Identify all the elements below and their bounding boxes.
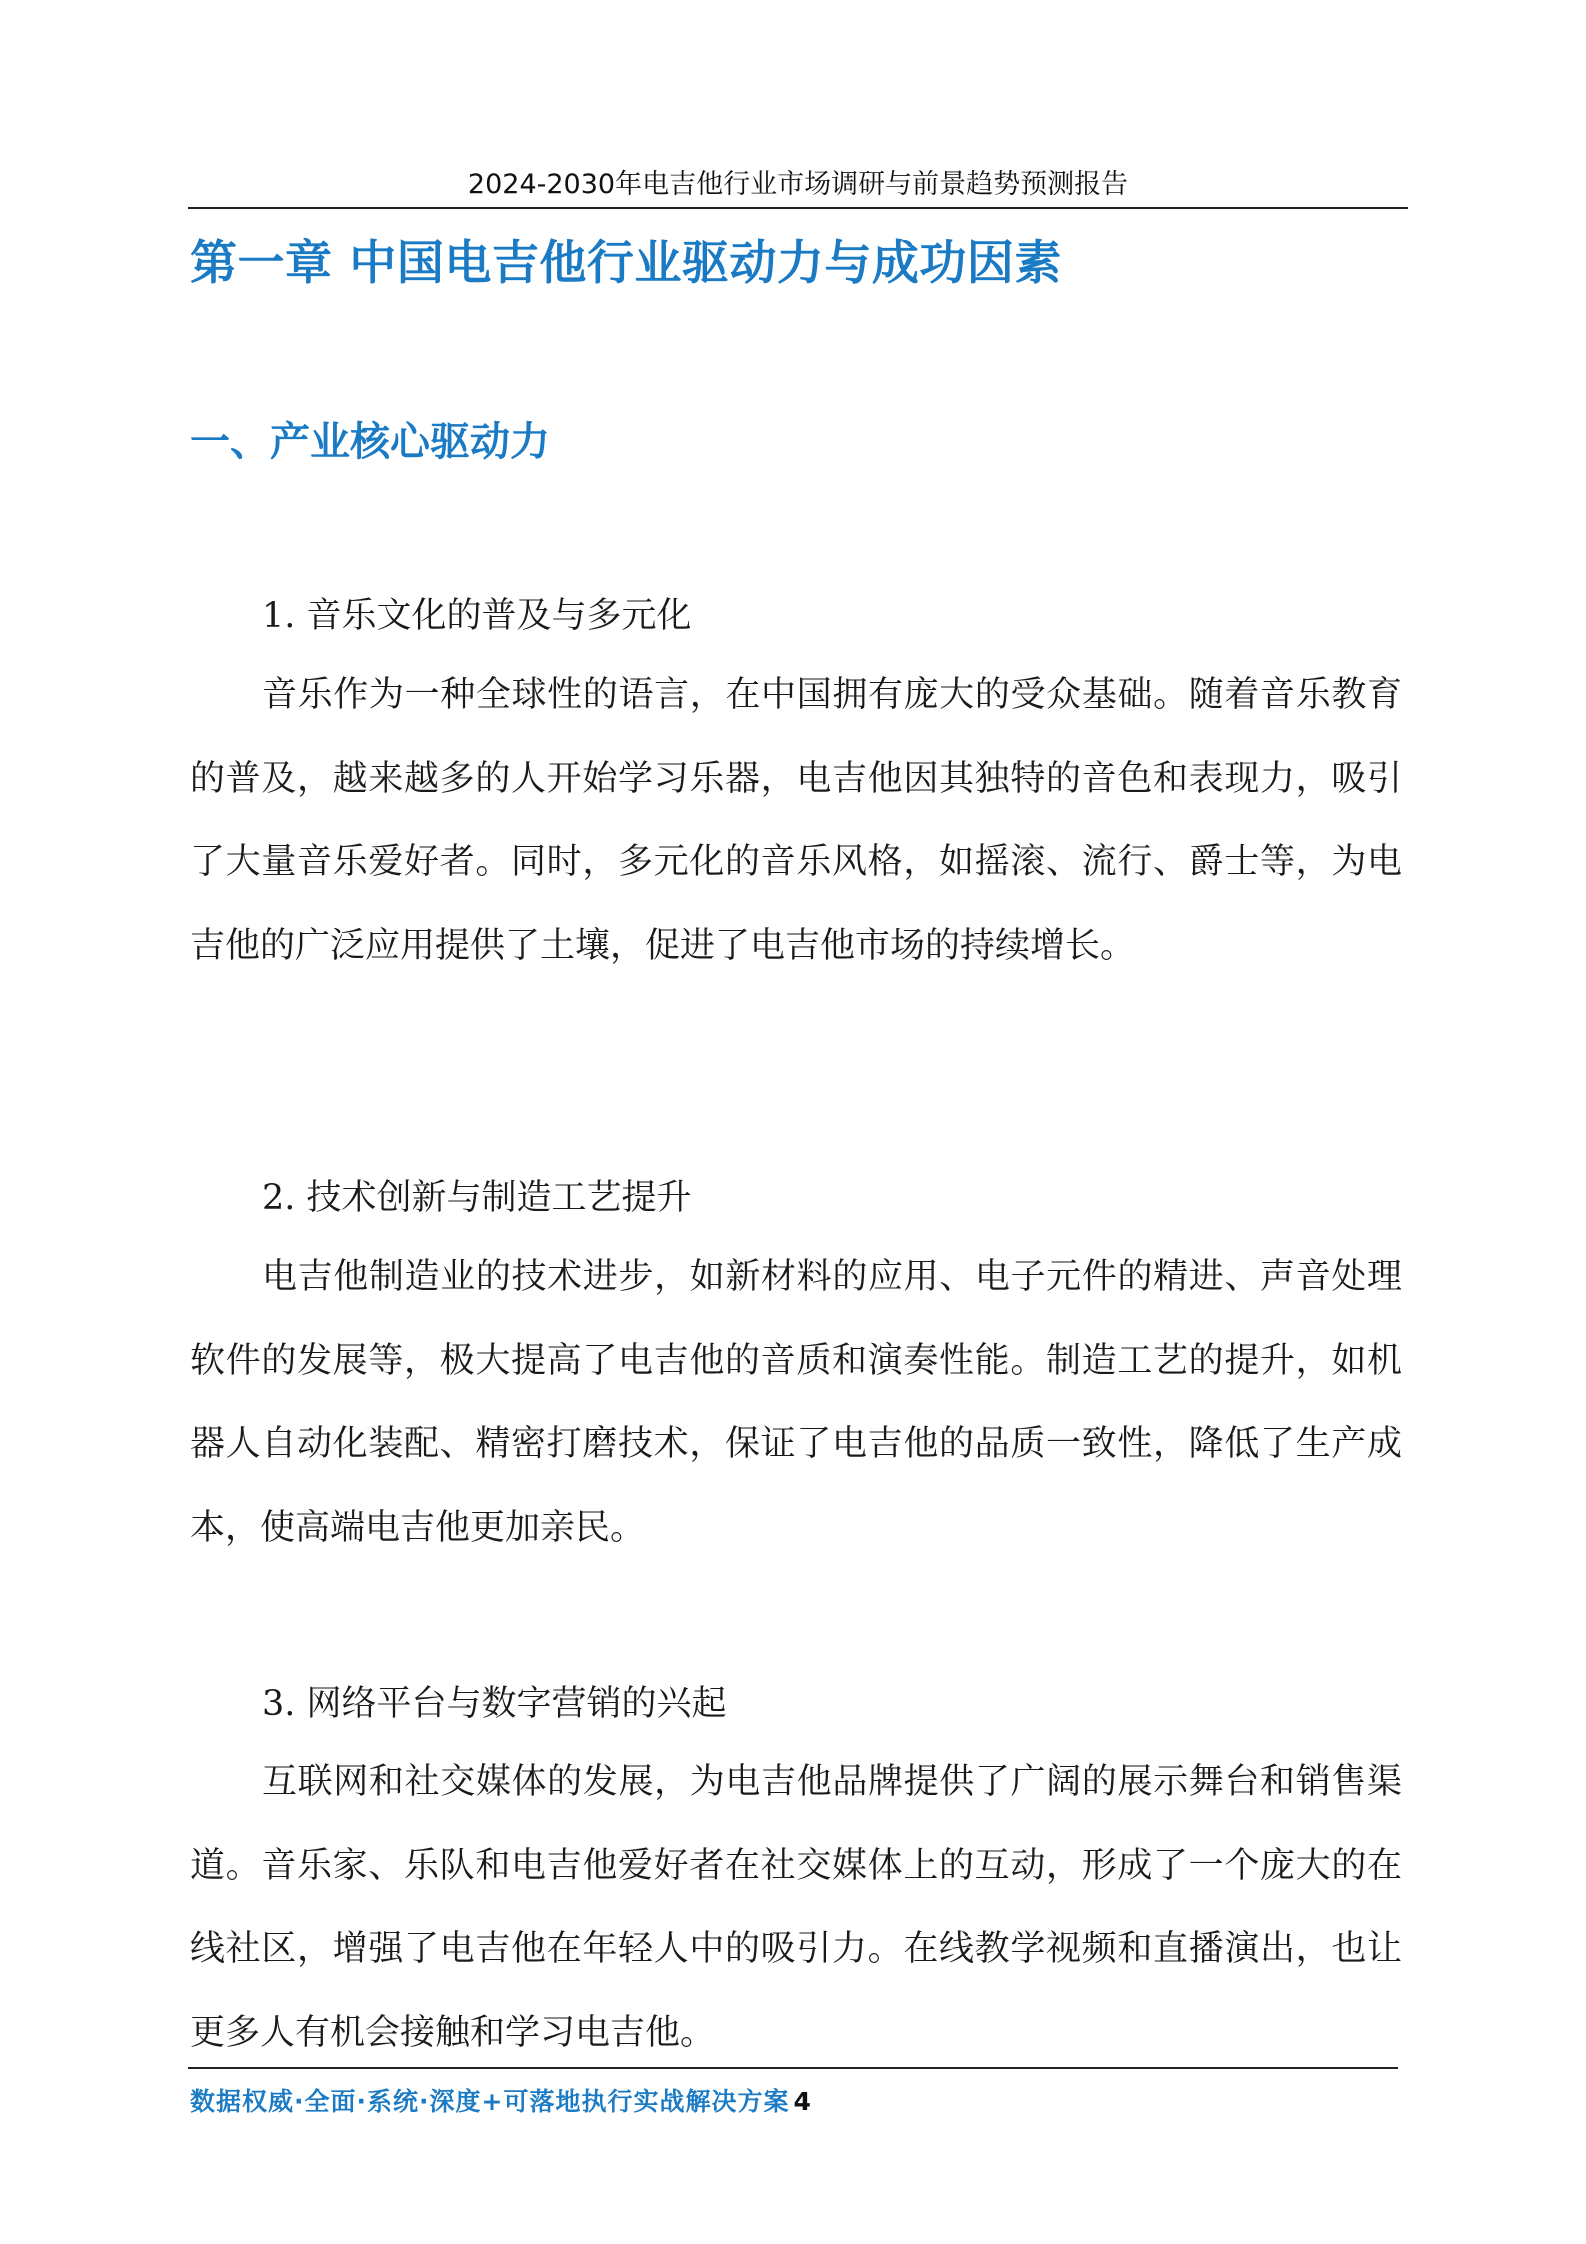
section-title: 一、产业核心驱动力: [190, 419, 550, 465]
subsection-paragraph-3: 互联网和社交媒体的发展，为电吉他品牌提供了广阔的展示舞台和销售渠道。音乐家、乐队和电吉他爱好者在社交媒体上的互动，形成了一个庞大的在线社区，增强了电吉他在年轻人中的吸引力。在线教学视频和直播演出，也让更多人有机会接触和学习电吉他。: [190, 1762, 1402, 2053]
chapter-title: 第一章 中国电吉他行业驱动力与成功因素: [190, 236, 1062, 291]
subsection-heading-3: 3. 网络平台与数字营销的兴起: [262, 1684, 727, 1724]
subsection-heading-2: 2. 技术创新与制造工艺提升: [262, 1178, 692, 1218]
page-number: 4: [793, 2087, 812, 2116]
report-header-title: 2024-2030年电吉他行业市场调研与前景趋势预测报告: [467, 169, 1129, 200]
footer-divider: [188, 2067, 1398, 2069]
subsection-heading-1: 1. 音乐文化的普及与多元化: [262, 596, 692, 636]
header-divider: [188, 207, 1408, 209]
subsection-paragraph-1: 音乐作为一种全球性的语言，在中国拥有庞大的受众基础。随着音乐教育的普及，越来越多的人开始学习乐器，电吉他因其独特的音色和表现力，吸引了大量音乐爱好者。同时，多元化的音乐风格，如摇滚、流行、爵士等，为电吉他的广泛应用提供了土壤，促进了电吉他市场的持续增长。: [190, 675, 1402, 966]
footer-slogan: 数据权威·全面·系统·深度+可落地执行实战解决方案: [190, 2087, 790, 2116]
page-footer: [190, 2082, 812, 2118]
subsection-paragraph-2: 电吉他制造业的技术进步，如新材料的应用、电子元件的精进、声音处理软件的发展等，极大提高了电吉他的音质和演奏性能。制造工艺的提升，如机器人自动化装配、精密打磨技术，保证了电吉他的品质一致性，降低了生产成本，使高端电吉他更加亲民。: [190, 1257, 1402, 1548]
